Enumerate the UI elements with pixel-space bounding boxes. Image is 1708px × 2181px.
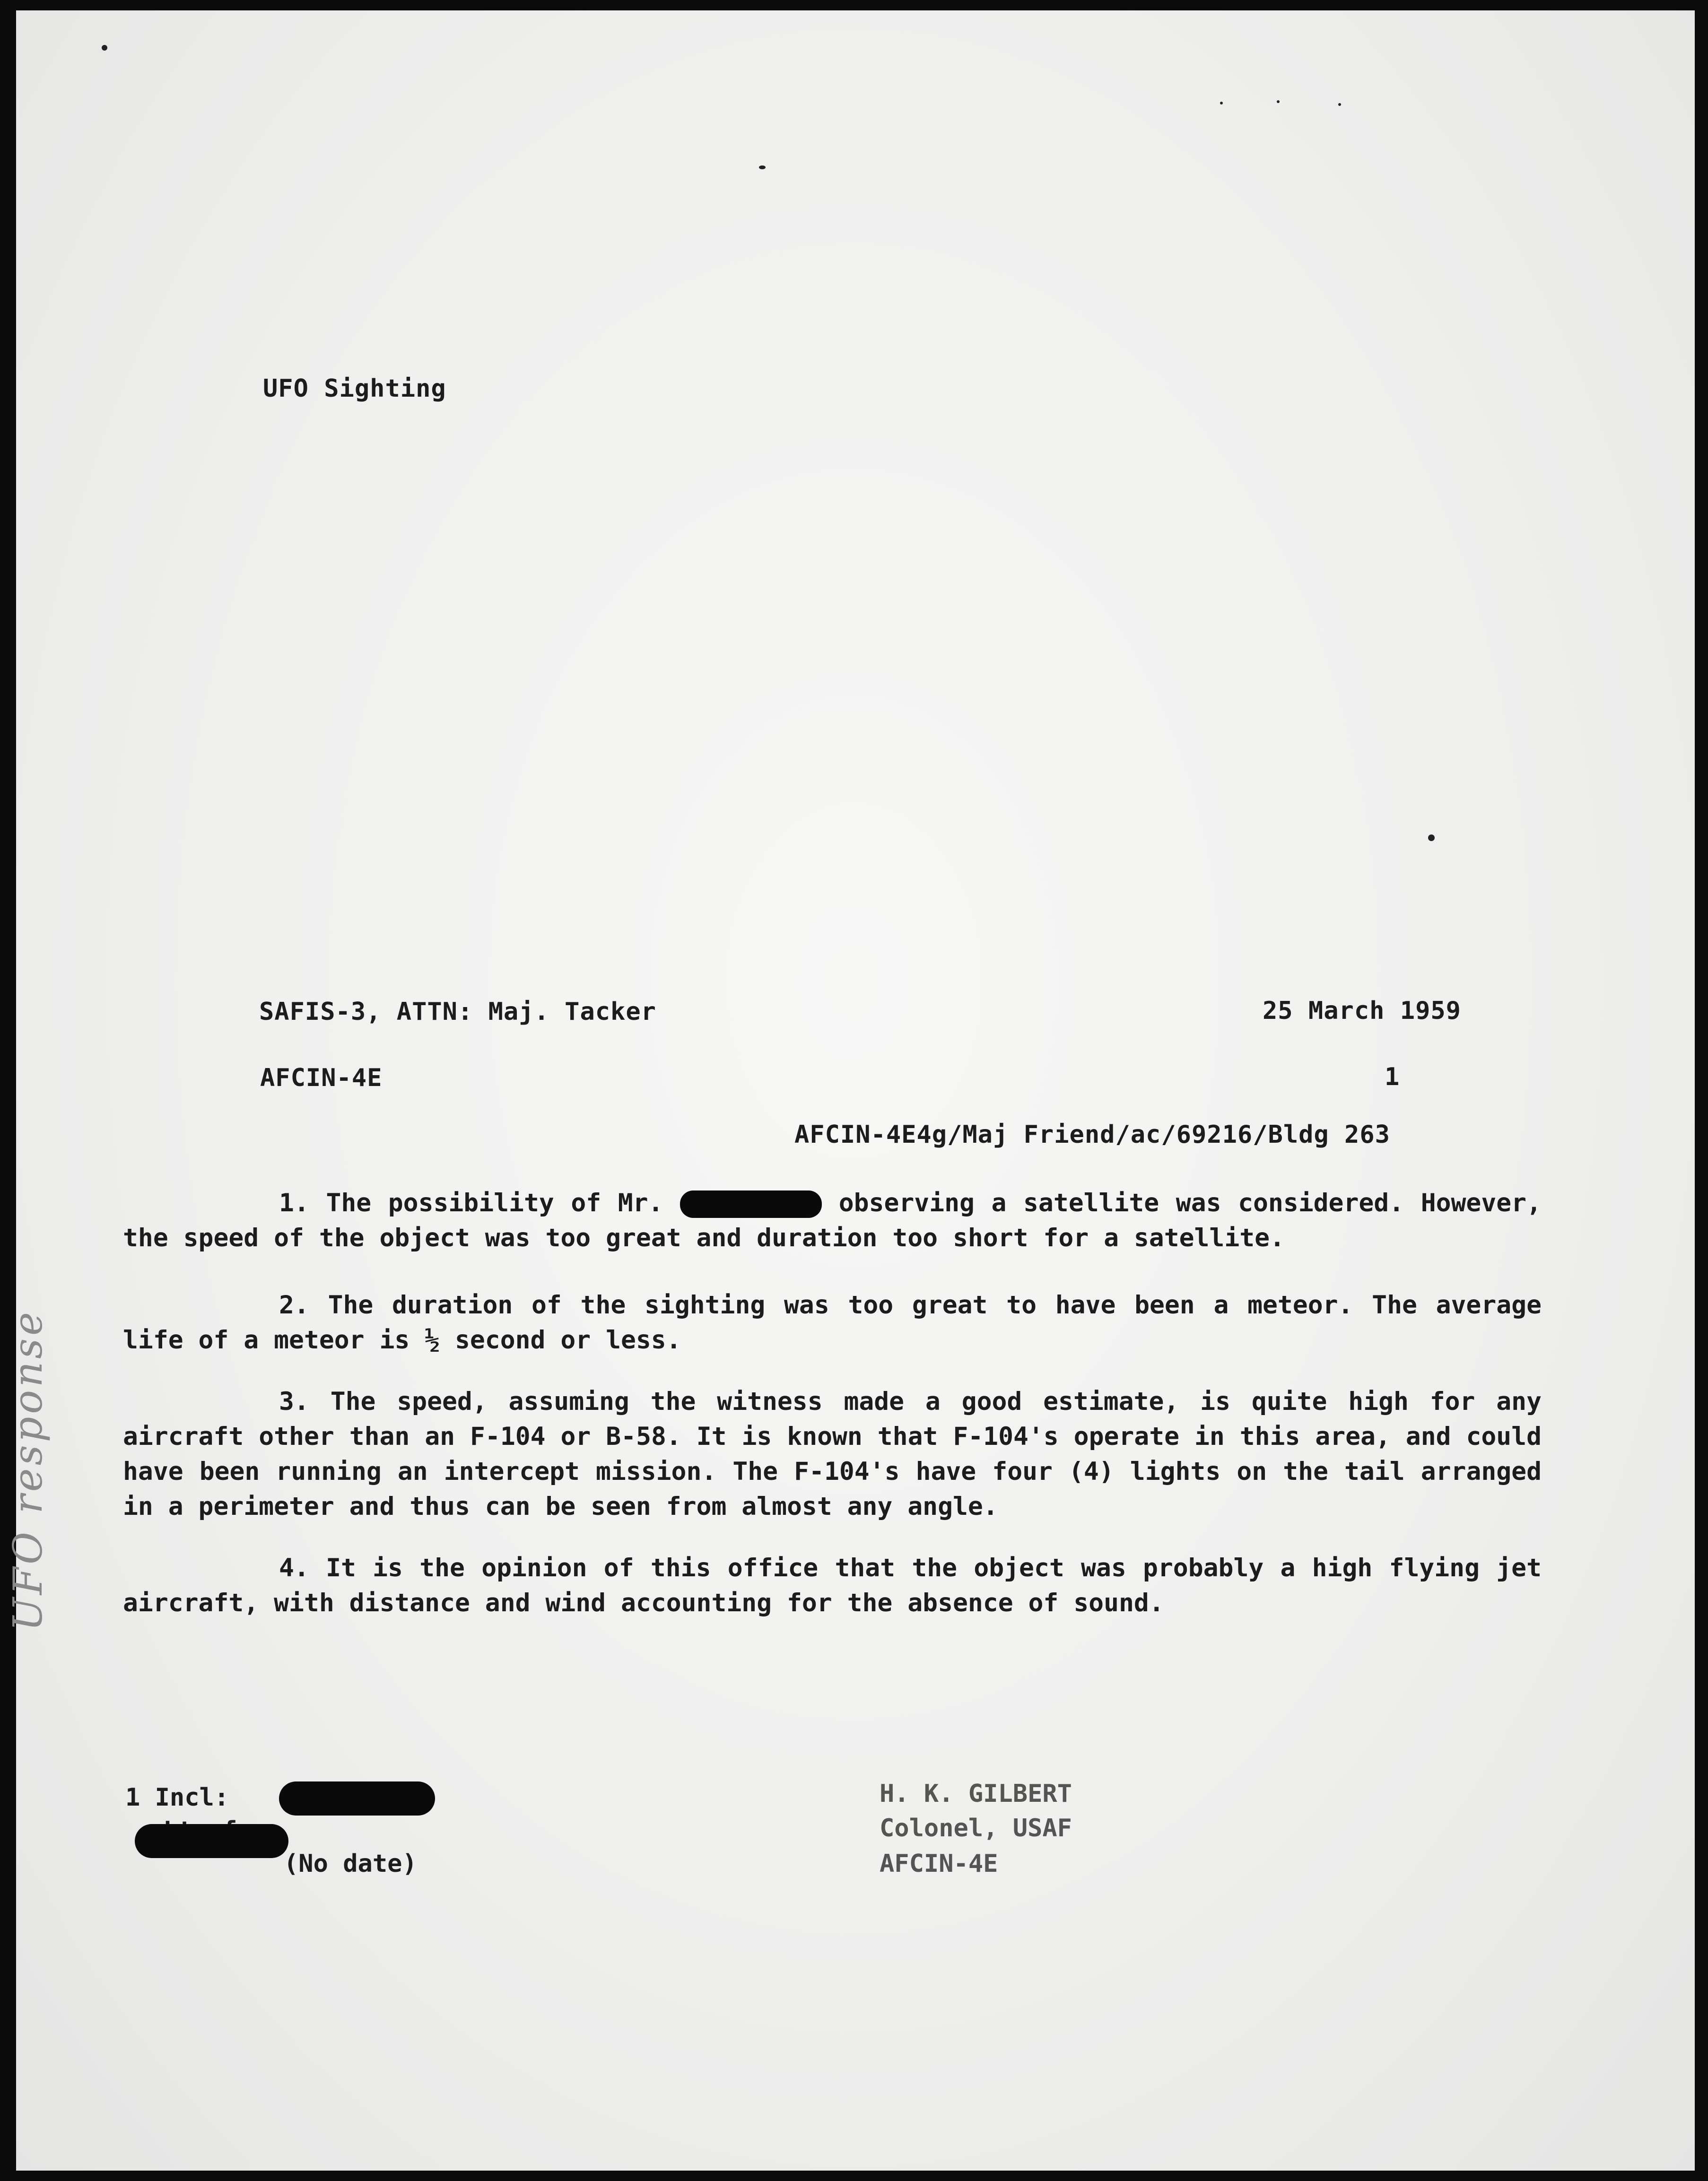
- redaction-bar: [680, 1190, 822, 1218]
- paragraph-number: 3.: [279, 1387, 309, 1416]
- handwritten-margin-note: UFO response: [5, 1309, 51, 1631]
- scan-speck: [102, 45, 107, 51]
- subject-line: UFO Sighting: [263, 374, 446, 403]
- page-number: 1: [1385, 1063, 1400, 1091]
- paragraph-text-before-redaction: The possibility of Mr.: [326, 1189, 663, 1217]
- paragraph-text: The speed, assuming the witness made a good estimate, is quite high for any aircraft other than an F-104 or B-58. It is known that F-104's operate in this area, and could have been running an intercept mission. The F-104's have four (4) lights on the tail arranged in a perimeter and thus can be seen from almost any angle.: [123, 1387, 1542, 1521]
- paragraph-number: 2.: [279, 1291, 309, 1320]
- header-from: AFCIN-4E: [260, 1064, 383, 1092]
- header-to: SAFIS-3, ATTN: Maj. Tacker: [259, 998, 656, 1026]
- paragraph-text: It is the opinion of this office that the object was probably a high flying jet aircraft, with distance and wind accounting for the absence of sound.: [123, 1554, 1542, 1617]
- scan-speck: [1220, 102, 1223, 104]
- scan-speck: [1277, 100, 1280, 103]
- signature-name: H. K. GILBERT: [880, 1780, 1072, 1808]
- signature-office: AFCIN-4E: [880, 1850, 998, 1878]
- enclosure-count: 1 Incl:: [125, 1783, 229, 1812]
- paragraph-text-after-redaction: observing a satellite was considered. However, the speed of the object was too great and duration too short for a satellite.: [123, 1189, 1542, 1252]
- paragraph-4: [123, 1551, 1542, 1621]
- header-reference: AFCIN-4E4g/Maj Friend/ac/69216/Bldg 263: [794, 1121, 1390, 1149]
- header-date: 25 March 1959: [1263, 997, 1461, 1025]
- paragraph-number: 1.: [279, 1189, 309, 1217]
- redaction-bar: [279, 1781, 435, 1816]
- signature-rank: Colonel, USAF: [880, 1814, 1072, 1842]
- paragraph-3: [123, 1384, 1542, 1524]
- scan-speck: [1338, 103, 1341, 106]
- enclosure-no-date: (No date): [284, 1850, 417, 1878]
- paragraph-text: The duration of the sighting was too great to have been a meteor. The average life of a meteor is ½ second or less.: [123, 1291, 1542, 1355]
- scan-speck: [1428, 834, 1435, 841]
- scan-speck: [759, 165, 766, 169]
- paragraph-2: [123, 1288, 1542, 1358]
- paragraph-number: 4.: [279, 1554, 309, 1582]
- paragraph-1: [123, 1186, 1542, 1256]
- redaction-bar: [135, 1824, 288, 1858]
